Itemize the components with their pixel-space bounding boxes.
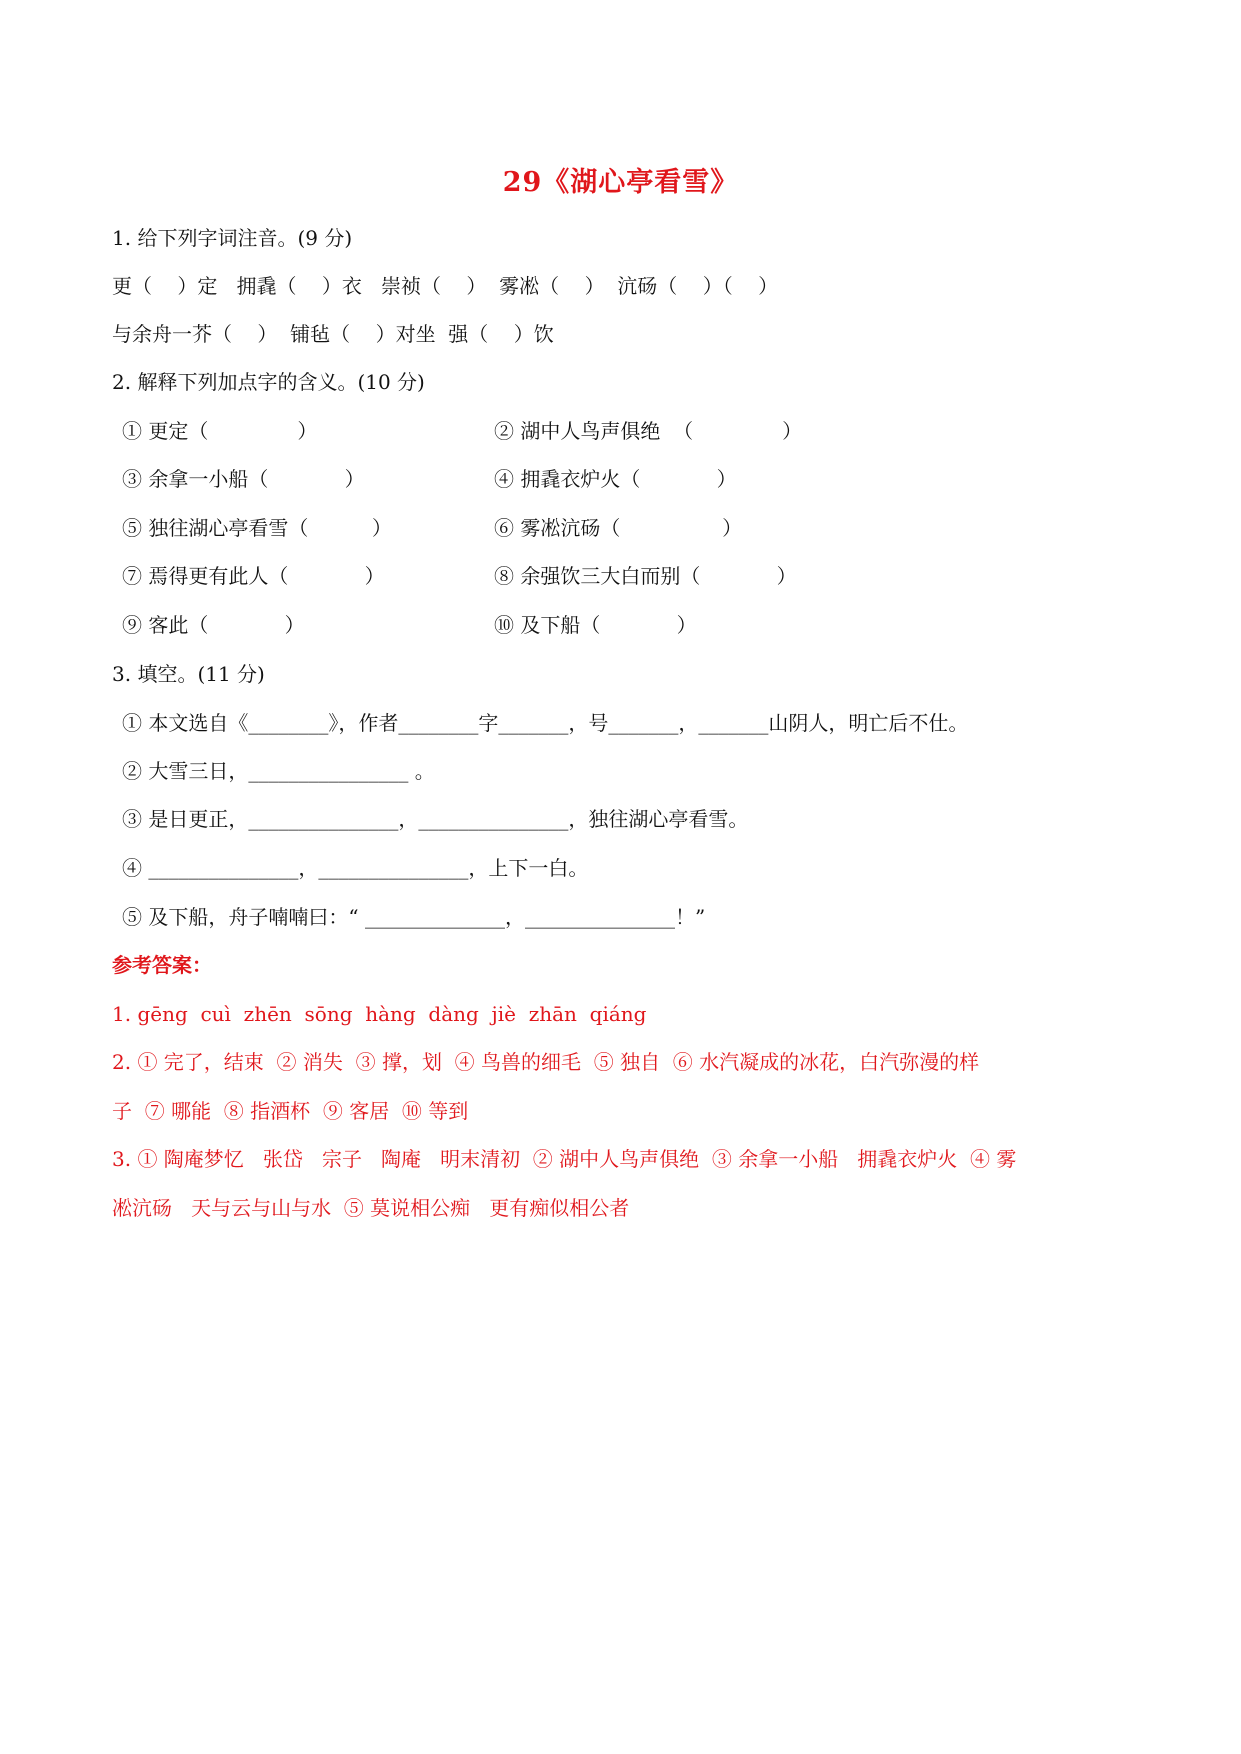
q3-item-3: ③ 是日更正，_______________，_______________，独往湖心亭看雪。 (122, 807, 749, 831)
q2-heading: 2. 解释下列加点字的含义。(10 分) (112, 370, 425, 394)
answer-1: 1. gēng cuì zhēn sōng hàng dàng jiè zhān qiáng (112, 1002, 647, 1026)
q2-item-4: ④ 拥毳衣炉火（ ） (494, 467, 737, 491)
answer-3-line-1: 3. ① 陶庵梦忆 张岱 宗子 陶庵 明末清初 ② 湖中人鸟声俱绝 ③ 余拿一小船 拥毳衣炉火 ④ 雾 (112, 1147, 1017, 1171)
q3-item-5: ⑤ 及下船，舟子喃喃曰：“ ______________，_______________！” (122, 905, 706, 929)
q3-item-4: ④ _______________，_______________，上下一白。 (122, 856, 589, 880)
q2-item-8: ⑧ 余强饮三大白而别（ ） (494, 564, 797, 588)
q1-line-1: 更（ ）定 拥毳（ ）衣 崇祯（ ） 雾凇（ ） 沆砀（ ）（ ） (112, 274, 779, 298)
q2-item-7: ⑦ 焉得更有此人（ ） (122, 564, 385, 588)
q1-line-2: 与余舟一芥（ ） 铺毡（ ）对坐 强（ ）饮 (112, 322, 554, 346)
q2-item-10: ⑩ 及下船（ ） (494, 613, 697, 637)
answers-heading: 参考答案： (112, 953, 212, 977)
q3-item-2: ② 大雪三日，________________ 。 (122, 759, 435, 783)
q2-item-5: ⑤ 独往湖心亭看雪（ ） (122, 516, 392, 540)
q2-item-2: ② 湖中人鸟声俱绝 （ ） (494, 419, 803, 443)
q3-heading: 3. 填空。(11 分) (112, 662, 265, 686)
q2-item-3: ③ 余拿一小船（ ） (122, 467, 365, 491)
q2-item-1: ① 更定（ ） (122, 419, 318, 443)
page-title: 29《湖心亭看雪》 (502, 167, 739, 198)
answer-2-line-1: 2. ① 完了，结束 ② 消失 ③ 撑，划 ④ 鸟兽的细毛 ⑤ 独自 ⑥ 水汽凝成的冰花，白汽弥漫的样 (112, 1050, 980, 1074)
q2-item-6: ⑥ 雾凇沆砀（ ） (494, 516, 743, 540)
answer-2-line-2: 子 ⑦ 哪能 ⑧ 指酒杯 ⑨ 客居 ⑩ 等到 (112, 1099, 469, 1123)
q2-item-9: ⑨ 客此（ ） (122, 613, 305, 637)
answer-3-line-2: 凇沆砀 天与云与山与水 ⑤ 莫说相公痴 更有痴似相公者 (112, 1196, 630, 1220)
q3-item-1: ① 本文选自《________》，作者________字_______，号_______，_______山阴人，明亡后不仕。 (122, 711, 969, 735)
q1-heading: 1. 给下列字词注音。(9 分) (112, 226, 353, 250)
